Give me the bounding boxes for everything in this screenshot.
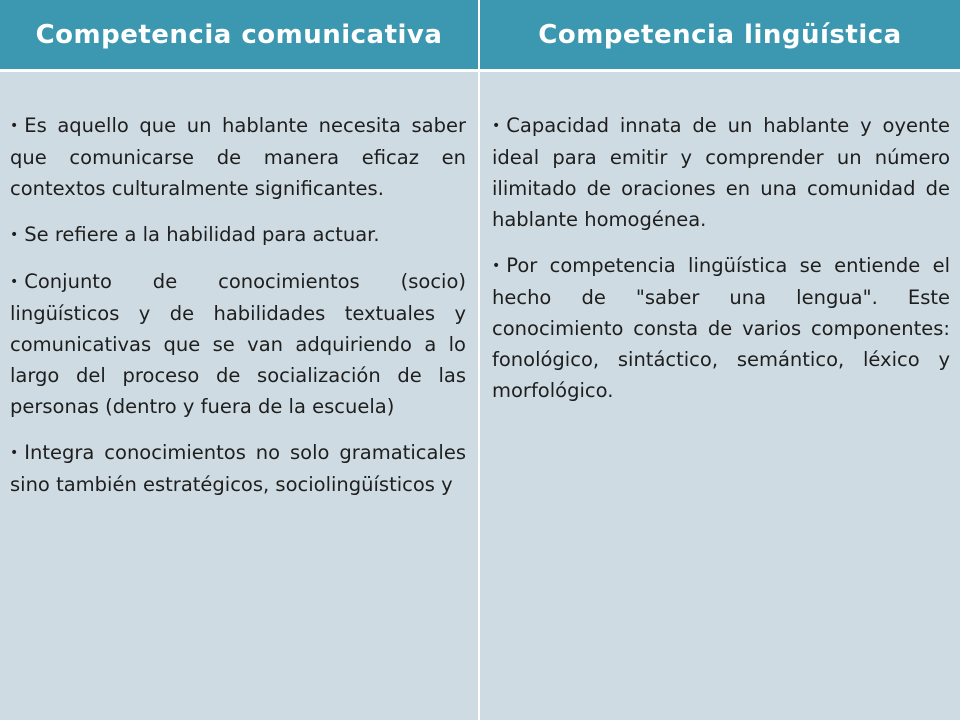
list-item-text: Conjunto de conocimientos (socio) lingüísticos y de habilidades textuales y comunicativas que se van adquiriendo a lo largo del proceso de socialización de las personas (dentro y fuera de la escuela) — [10, 270, 466, 418]
header-competencia-comunicativa: Competencia comunicativa — [0, 0, 480, 69]
list-item — [10, 266, 466, 422]
list-item — [10, 219, 466, 251]
bullet-icon: • — [492, 258, 501, 274]
list-item-text: Integra conocimientos no solo gramaticales sino también estratégicos, sociolingüísticos y — [10, 441, 466, 496]
table-body-row — [0, 72, 960, 720]
list-item-text: Es aquello que un hablante necesita saber que comunicarse de manera eficaz en contextos culturalmente significantes. — [10, 114, 466, 200]
cell-linguistica — [480, 72, 960, 720]
list-item — [10, 437, 466, 500]
bullet-icon: • — [10, 227, 19, 243]
bullet-icon: • — [10, 118, 19, 134]
list-item-text: Se refiere a la habilidad para actuar. — [24, 223, 380, 246]
list-item-text: Por competencia lingüística se entiende el hecho de "saber una lengua". Este conocimiento consta de varios componentes: fonológico, sintáctico, semántico, léxico y morfológico. — [492, 254, 950, 402]
bullet-icon: • — [492, 118, 501, 134]
header-competencia-linguistica: Competencia lingüística — [538, 19, 902, 50]
table-header-row — [0, 0, 960, 72]
list-item — [492, 250, 950, 406]
cell-comunicativa — [0, 72, 480, 720]
bullet-icon: • — [10, 274, 19, 290]
list-item-text: Capacidad innata de un hablante y oyente ideal para emitir y comprender un número ilimitado de oraciones en una comunidad de hablante homogénea. — [492, 114, 950, 231]
list-item — [10, 110, 466, 204]
list-item — [492, 110, 950, 235]
bullet-icon: • — [10, 445, 19, 461]
